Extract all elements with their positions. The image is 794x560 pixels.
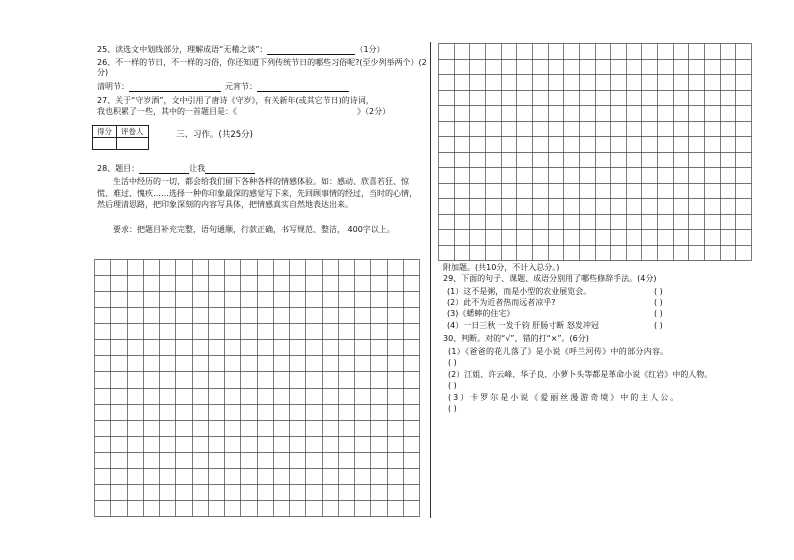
q30-answer-1[interactable]: ( ) [448,358,457,367]
score-table [92,125,149,150]
q29-answer-3[interactable]: ( ) [654,309,663,318]
q30-item-1: (1）《爸爸的花儿落了》是小说《呼兰河传》中的部分内容。 [448,347,669,356]
grader-label: 评卷人 [117,126,149,138]
yuanxiao-blank[interactable] [257,83,349,92]
question-28-prompt: 生活中经历的一切，都会给我们留下各种各样的情感体验。如：感动、欣喜若狂、惊慌、难过、愧疚……选择一种你印象最深的感觉写下来，先回顾事情的经过，当时的心情，然后理清思路，把印象深刻的内容写具体，把情感真实自然地表达出来。 [97,177,417,209]
grader-cell[interactable] [117,138,149,150]
answer-blank-25[interactable] [267,46,355,55]
q30-item-2: (2）江姐、许云峰、华子良、小萝卜头等都是革命小说《红岩》中的人物。 [448,370,713,379]
score-cell[interactable] [93,138,117,150]
q29-item-3: (3)《蟋蟀的住宅》 [447,309,515,318]
qingming-blank[interactable] [129,83,221,92]
question-25: 25、读选文中划线部分，理解成语“无稽之谈”： （1分） [97,45,385,54]
q29-answer-2[interactable]: ( ) [654,298,663,307]
q29-answer-1[interactable]: ( ) [654,287,663,296]
q29-item-4: (4）一日三秋 一发千钧 肝肠寸断 怒发冲冠 [447,321,599,330]
section-title: 三、习作。(共25分) [176,130,253,140]
q30-item-3: (3）卡罗尔是小说《爱丽丝漫游奇境》中的主人公。 [448,393,681,402]
question-26: 26、不一样的节日，不一样的习俗，你还知道下列传统节日的哪些习俗呢?(至少列举两个）(2分) [97,58,427,77]
question-27-line1: 27、关于“守岁酒”，文中引用了唐诗《守岁》，有关新年(或其它节日)的诗词， [97,96,374,105]
essay-grid-left[interactable] [94,259,420,517]
q30-answer-3[interactable]: ( ) [448,404,457,413]
question-28-title: 28、题目： 让我 [97,164,255,174]
q29-item-1: (1）这不是粥，而是小型的农业展览会。 [447,287,592,296]
q30-answer-2[interactable]: ( ) [448,381,457,390]
question-30: 30、判断。对的“√”，错的打“×”。(6分) [443,334,589,343]
question-29: 29、下面的句子、课题、成语分别用了哪些修辞手法。(4分) [443,274,657,283]
bonus-title: 附加题。(共10分，不计入总分。) [443,263,560,272]
question-28-requirements: 要求：把题目补充完整，语句通顺，行款正确，书写规范、整洁， 400字以上。 [113,225,395,234]
essay-grid-right[interactable] [438,43,752,261]
question-26-answers: 清明节： 元宵节： [97,82,349,92]
q29-answer-4[interactable]: ( ) [654,321,663,330]
score-label: 得分 [93,126,117,138]
essay-title-blank-2[interactable] [205,165,255,174]
question-27-line2: 我也积累了一些，其中的一首题目是：《 》（2分） [97,107,391,116]
q29-item-2: (2）此不为近者热而远者凉乎? [447,298,556,307]
column-divider [430,42,431,518]
essay-title-blank[interactable] [139,165,189,174]
